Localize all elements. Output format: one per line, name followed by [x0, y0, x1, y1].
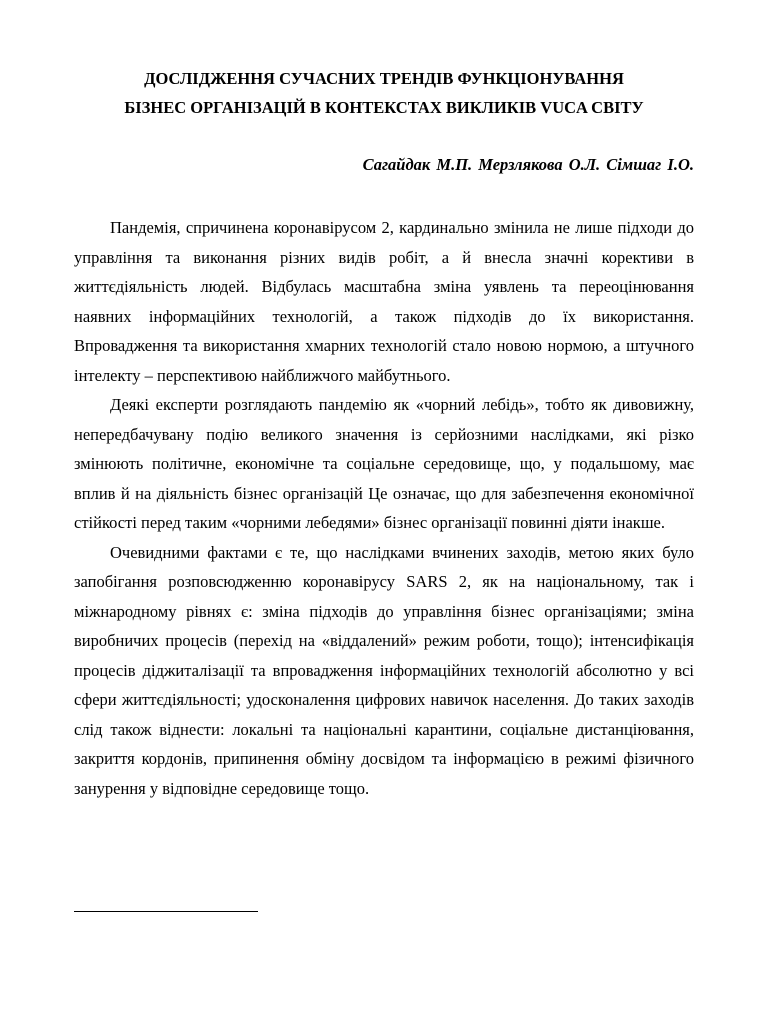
document-title	[60, 64, 708, 122]
body-paragraph-2: Деякі експерти розглядають пандемію як «чорний лебідь», тобто як дивовижну, непередбачувану подію великого значення із серйозними наслідками, які різко змінюють політичне, економічне та соціальне середовище, що, у подальшому, має вплив й на діяльність бізнес організацій Це означає, що для забезпечення економічної стійкості перед таким «чорними лебедями» бізнес організації повинні діяти інакше.	[74, 395, 694, 532]
body-paragraph-3: Очевидними фактами є те, що наслідками вчинених заходів, метою яких було запобігання розповсюдженню коронавірусу SARS 2, як на національному, так і міжнародному рівнях є: зміна підходів до управління бізнес організаціями; зміна виробничих процесів (перехід на «віддалений» режим роботи, тощо); інтенсифікація процесів діджиталізації та впровадження інформаційних технологій абсолютно у всі сфери життєдіяльності; удосконалення цифрових навичок населення. До таких заходів слід також віднести: локальні та національні карантини, соціальне дистанціювання, закриття кордонів, припинення обміну досвідом та інформацією в режимі фізичного занурення у відповідне середовище тощо.	[74, 542, 694, 798]
title-line-1: ДОСЛІДЖЕННЯ СУЧАСНИХ ТРЕНДІВ ФУНКЦІОНУВАННЯ	[144, 69, 624, 88]
footnote-separator	[74, 911, 258, 912]
document-body	[74, 213, 694, 803]
body-paragraph-1: Пандемія, спричинена коронавірусом 2, кардинально змінила не лише підходи до управління та виконання різних видів робіт, а й внесла значні корективи в життєдіяльність людей. Відбулась масштабна зміна уявлень та переоцінювання наявних інформаційних технологій, а також підходів до їх використання. Впровадження та використання хмарних технологій стало новою нормою, а штучного інтелекту – перспективою найближчого майбутнього.	[74, 218, 694, 385]
title-line-2: БІЗНЕС ОРГАНІЗАЦІЙ В КОНТЕКСТАХ ВИКЛИКІВ VUCA СВІТУ	[124, 98, 644, 117]
authors-line: Сагайдак М.П. Мерзлякова О.Л. Сімшаг І.О.	[362, 155, 694, 174]
